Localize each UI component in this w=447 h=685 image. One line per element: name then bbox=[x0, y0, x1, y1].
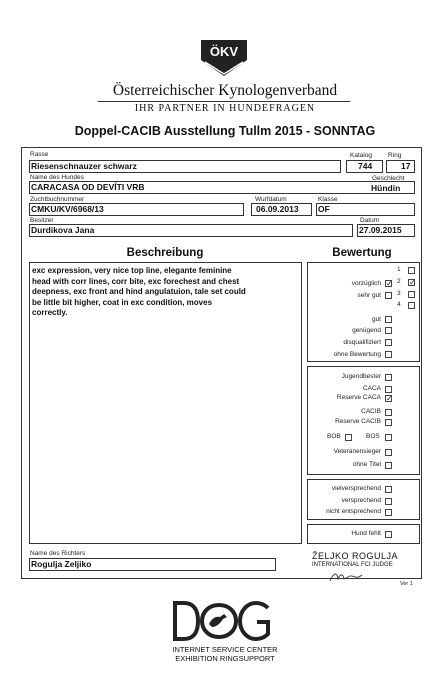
zucht-versprechend-checkbox[interactable] bbox=[385, 498, 392, 505]
beschreibung-line: exc expression, very nice top line, elegante feminine bbox=[32, 266, 232, 275]
place-3-checkbox[interactable] bbox=[408, 291, 415, 298]
title-ohne-titel-checkbox[interactable] bbox=[385, 462, 392, 469]
beschreibung-line: correctly. bbox=[32, 308, 68, 318]
beschreibung-line: be little bit higher, coat in exc condition, moves bbox=[32, 297, 213, 307]
zucht-value: CMKU/KV/6968/13 bbox=[31, 204, 104, 214]
title-caca-label: CACA bbox=[362, 385, 381, 392]
hund-name-value: CARACASA OD DEVÍTI VRB bbox=[31, 182, 145, 192]
org-tagline: IHR PARTNER IN HUNDEFRAGEN bbox=[134, 103, 316, 114]
besitzer-value: Durdikova Jana bbox=[31, 225, 95, 235]
title-reserve-cacib-checkbox[interactable] bbox=[385, 419, 392, 426]
title-jugendbester-checkbox[interactable] bbox=[385, 374, 392, 381]
rasse-value: Riesenschnauzer schwarz bbox=[31, 161, 137, 171]
title-veteranensieger-checkbox[interactable] bbox=[385, 449, 392, 456]
klasse-label: Klasse bbox=[318, 196, 338, 203]
org-name: Österreichischer Kynologenverband bbox=[112, 82, 338, 99]
place-1-checkbox[interactable] bbox=[408, 267, 415, 274]
katalog-label: Katalog bbox=[350, 152, 373, 159]
zucht-label: Zuchtbuchnummer bbox=[30, 196, 85, 203]
judge-signature bbox=[328, 570, 368, 584]
grade-genuegend-checkbox[interactable] bbox=[385, 327, 392, 334]
title-jugendbester-label: Jugendbester bbox=[341, 373, 381, 380]
beschreibung-line: deepness, exc front and hind angulatuion, tale set could bbox=[32, 287, 246, 297]
title-cacib-checkbox[interactable] bbox=[385, 409, 392, 416]
rasse-label: Rasse bbox=[30, 151, 49, 158]
judge-stamp-name: ŽELJKO ROGULJA bbox=[312, 551, 399, 561]
zucht-vielversprechend-checkbox[interactable] bbox=[385, 486, 392, 493]
place-4-label: 4 bbox=[397, 301, 401, 308]
place-2-checkbox[interactable] bbox=[408, 279, 415, 286]
title-caca-checkbox[interactable] bbox=[385, 386, 392, 393]
datum-label: Datum bbox=[360, 217, 380, 224]
klasse-value: OF bbox=[318, 204, 330, 214]
okv-logo bbox=[199, 38, 249, 78]
geschlecht-value: Hündin bbox=[371, 183, 401, 193]
beschreibung-line: head with corr lines, corr bite, exc forechest and chest bbox=[32, 276, 240, 286]
beschreibung-heading: Beschreibung bbox=[126, 247, 204, 259]
zucht-nicht-entsprechend-label: nicht entsprechend bbox=[326, 508, 381, 515]
zucht-nicht-entsprechend-checkbox[interactable] bbox=[385, 509, 392, 516]
title-reserve-caca-checkbox[interactable] bbox=[385, 395, 392, 402]
title-reserve-caca-label: Reserve CACA bbox=[336, 394, 381, 401]
title-reserve-cacib-label: Reserve CACIB bbox=[335, 418, 381, 425]
grade-sehr-gut-label: sehr gut bbox=[357, 292, 381, 299]
place-1-label: 1 bbox=[397, 266, 401, 273]
title-bos-checkbox[interactable] bbox=[385, 434, 392, 441]
title-bob-label: BOB bbox=[327, 433, 341, 440]
grade-gut-label: gut bbox=[371, 316, 381, 323]
place-4-checkbox[interactable] bbox=[408, 302, 415, 309]
hund-fehlt-label: Hund fehlt bbox=[351, 530, 381, 537]
title-veteranensieger-label: Veteranensieger bbox=[333, 448, 381, 455]
check-icon: ✓ bbox=[386, 279, 393, 288]
version-label: Ver 1 bbox=[400, 581, 413, 587]
place-2-label: 2 bbox=[397, 278, 401, 285]
wurf-value: 06.09.2013 bbox=[256, 204, 299, 214]
datum-value: 27.09.2015 bbox=[359, 225, 402, 235]
ring-label: Ring bbox=[388, 152, 402, 159]
ring-value: 17 bbox=[401, 161, 411, 171]
hund-name-label: Name des Hundes bbox=[30, 174, 84, 181]
grade-genuegend-label: genügend bbox=[352, 327, 381, 334]
svg-text:ÖKV: ÖKV bbox=[209, 44, 239, 59]
katalog-value: 744 bbox=[358, 161, 373, 171]
title-ohne-titel-label: ohne Titel bbox=[352, 461, 381, 468]
grade-ohne-bewertung-checkbox[interactable] bbox=[385, 351, 392, 358]
grade-ohne-bewertung-label: ohne Bewertung bbox=[333, 351, 381, 358]
richter-label: Name des Richters bbox=[30, 550, 86, 557]
besitzer-label: Besitzer bbox=[30, 217, 54, 224]
judge-stamp-title: INTERNATIONAL FCI JUDGE bbox=[312, 562, 393, 568]
zucht-versprechend-label: versprechend bbox=[341, 497, 381, 504]
hund-fehlt-checkbox[interactable] bbox=[385, 531, 392, 538]
richter-value: Rogulja Zeljiko bbox=[31, 559, 92, 569]
place-3-label: 3 bbox=[397, 290, 401, 297]
title-bos-label: BOS bbox=[366, 433, 380, 440]
grade-vorzueglich-checkbox[interactable] bbox=[385, 280, 392, 287]
judge-stamp bbox=[312, 551, 412, 568]
check-icon: ✓ bbox=[409, 278, 416, 287]
footer-line2: EXHIBITION RINGSUPPORT bbox=[175, 654, 275, 663]
grade-vorzueglich-label: vorzüglich bbox=[351, 280, 381, 287]
grade-disqualifiziert-label: disqualifiziert bbox=[343, 339, 381, 346]
geschlecht-label: Geschlecht bbox=[372, 175, 405, 182]
grade-gut-checkbox[interactable] bbox=[385, 316, 392, 323]
dog-logo bbox=[172, 598, 272, 644]
beschreibung-text bbox=[32, 266, 300, 319]
zucht-vielversprechend-label: vielversprechend bbox=[331, 485, 381, 492]
klasse-field bbox=[316, 203, 415, 216]
wurf-label: Wurfdatum bbox=[255, 196, 287, 203]
footer-line1: INTERNET SERVICE CENTER bbox=[172, 645, 278, 654]
grades-box bbox=[307, 262, 420, 362]
grade-disqualifiziert-checkbox[interactable] bbox=[385, 339, 392, 346]
title-bob-checkbox[interactable] bbox=[345, 434, 352, 441]
bewertung-heading: Bewertung bbox=[332, 247, 392, 259]
check-icon: ✓ bbox=[386, 394, 393, 403]
title-cacib-label: CACIB bbox=[361, 408, 381, 415]
show-title: Doppel-CACIB Ausstellung Tullm 2015 - SONNTAG bbox=[74, 124, 376, 138]
grade-sehr-gut-checkbox[interactable] bbox=[385, 292, 392, 299]
